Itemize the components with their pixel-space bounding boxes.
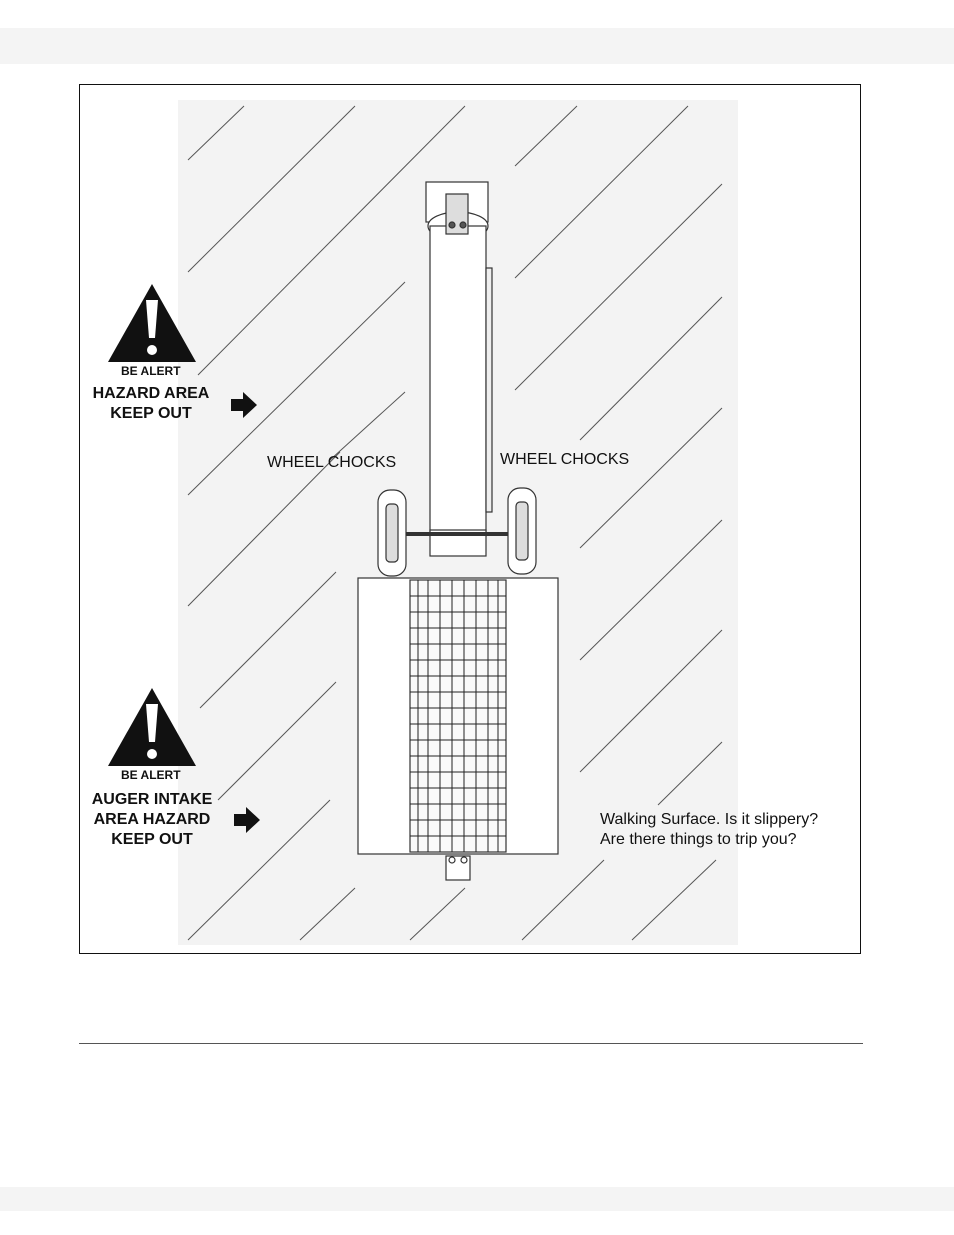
- wheel-chocks-label-right: WHEEL CHOCKS: [500, 451, 630, 468]
- walking-surface-line: Are there things to trip you?: [600, 831, 797, 848]
- auger-intake-hazard-label: [82, 790, 222, 850]
- hopper: [358, 578, 558, 880]
- hazard-line: KEEP OUT: [111, 831, 193, 848]
- walking-surface-line: Walking Surface. Is it slippery?: [600, 811, 819, 828]
- horizontal-divider: [79, 1043, 863, 1044]
- hazard-line: AUGER INTAKE: [91, 791, 213, 808]
- be-alert-label: BE ALERT: [121, 364, 181, 378]
- hazard-line: HAZARD AREA: [92, 385, 210, 402]
- hazard-line: AREA HAZARD: [93, 811, 211, 828]
- page-footer-band: [0, 1187, 954, 1211]
- hazard-line: KEEP OUT: [110, 405, 192, 422]
- auger-tube: [426, 182, 492, 556]
- be-alert-label: BE ALERT: [121, 768, 181, 782]
- walking-surface-note: [600, 810, 818, 850]
- hazard-area-label: [86, 384, 216, 424]
- wheel-chocks-label-left: WHEEL CHOCKS: [267, 454, 397, 471]
